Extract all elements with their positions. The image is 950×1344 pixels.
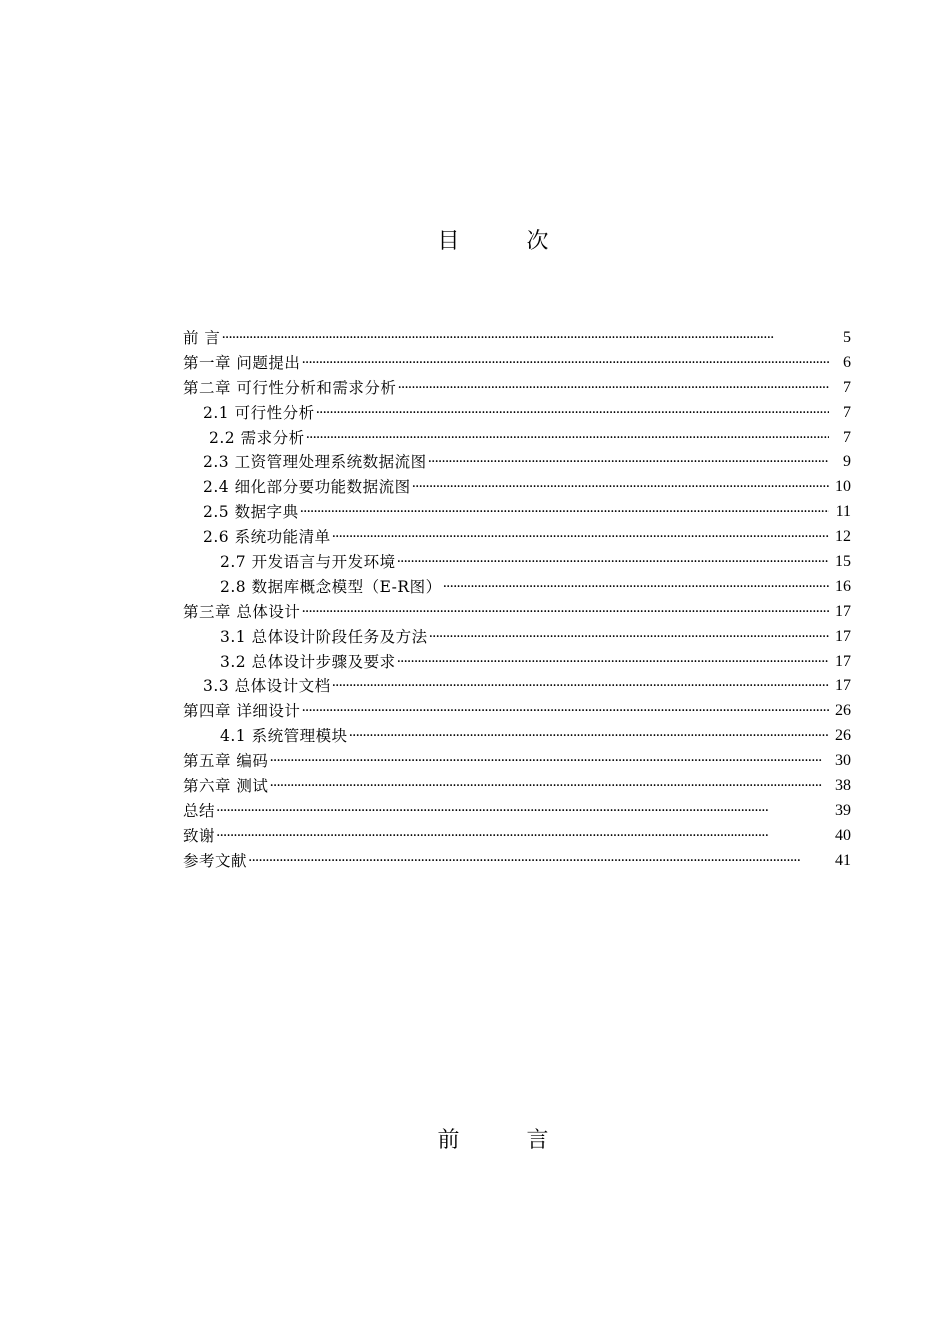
toc-entry-label: 第五章 编码 bbox=[183, 752, 269, 771]
toc-entry[interactable] bbox=[183, 650, 851, 675]
toc-entry-label: 2.3 工资管理处理系统数据流图 bbox=[203, 453, 427, 472]
toc-entry-label: 2.4 细化部分要功能数据流图 bbox=[203, 478, 411, 497]
toc-leader-dots bbox=[331, 525, 829, 550]
toc-leader-dots bbox=[247, 849, 829, 874]
toc-entry[interactable] bbox=[183, 475, 851, 500]
toc-leader-dots bbox=[299, 500, 829, 525]
toc-leader-dots bbox=[305, 426, 829, 451]
toc-entry-page: 30 bbox=[835, 752, 851, 770]
toc-entry[interactable] bbox=[183, 849, 851, 874]
toc-title: 目 次 bbox=[437, 229, 579, 254]
toc-entry-label: 第四章 详细设计 bbox=[183, 702, 301, 721]
toc-entry-label: 3.2 总体设计步骤及要求 bbox=[220, 652, 396, 671]
toc-leader-dots bbox=[331, 674, 829, 699]
toc-entry-page: 11 bbox=[835, 503, 851, 521]
toc-entry[interactable] bbox=[183, 401, 851, 426]
toc-leader-dots bbox=[396, 550, 829, 575]
toc-leader-dots bbox=[348, 724, 829, 749]
toc-entry-page: 39 bbox=[835, 801, 851, 819]
toc-leader-dots bbox=[215, 799, 829, 824]
preface-title: 前 言 bbox=[437, 1128, 579, 1153]
toc-entry-page: 9 bbox=[843, 453, 851, 471]
toc-entry-page: 15 bbox=[835, 553, 851, 571]
toc-leader-dots bbox=[396, 650, 829, 675]
toc-entry[interactable] bbox=[183, 550, 851, 575]
toc-leader-dots bbox=[300, 699, 829, 724]
toc-entry-page: 10 bbox=[835, 478, 851, 496]
toc-entry-page: 41 bbox=[835, 851, 851, 869]
toc-leader-dots bbox=[428, 625, 829, 650]
toc-entry-page: 40 bbox=[835, 826, 851, 844]
toc-entry[interactable] bbox=[183, 326, 851, 351]
toc-entry[interactable] bbox=[183, 699, 851, 724]
toc-entry[interactable] bbox=[183, 351, 851, 376]
toc-entry-label: 2.8 数据库概念模型（E-R图） bbox=[220, 577, 442, 596]
toc-entry-page: 26 bbox=[835, 727, 851, 745]
toc-entry-page: 5 bbox=[843, 329, 851, 346]
toc-entry[interactable] bbox=[183, 774, 851, 799]
toc-leader-dots bbox=[220, 326, 829, 351]
toc-entry-label: 2.5 数据字典 bbox=[203, 503, 299, 522]
toc-entry[interactable] bbox=[183, 824, 851, 849]
toc-entry-page: 17 bbox=[835, 602, 851, 620]
toc-entry-label: 前 言 bbox=[183, 329, 221, 347]
toc-entry-page: 16 bbox=[835, 577, 851, 595]
toc-leader-dots bbox=[442, 575, 829, 600]
toc-entry-label: 3.1 总体设计阶段任务及方法 bbox=[220, 627, 428, 646]
toc-entry-page: 12 bbox=[835, 528, 851, 546]
toc-entry-label: 第六章 测试 bbox=[183, 777, 269, 796]
toc-entry-label: 4.1 系统管理模块 bbox=[220, 727, 348, 746]
toc-entry-label: 2.7 开发语言与开发环境 bbox=[220, 553, 396, 572]
toc-leader-dots bbox=[315, 401, 829, 426]
toc-entry-page: 7 bbox=[843, 428, 851, 446]
toc-entry-page: 7 bbox=[843, 378, 851, 396]
toc-entry-page: 17 bbox=[835, 677, 851, 695]
toc-entry[interactable] bbox=[183, 600, 851, 625]
toc-entry-label: 总结 bbox=[183, 801, 216, 820]
toc-leader-dots bbox=[268, 774, 829, 799]
toc-entry-page: 17 bbox=[835, 627, 851, 645]
toc-entry[interactable] bbox=[183, 625, 851, 650]
toc-leader-dots bbox=[411, 475, 829, 500]
toc-entry-label: 致谢 bbox=[183, 826, 216, 845]
toc-entry[interactable] bbox=[183, 450, 851, 475]
toc-entry[interactable] bbox=[183, 799, 851, 824]
toc-entry[interactable] bbox=[183, 376, 851, 401]
toc-entry[interactable] bbox=[183, 426, 851, 451]
toc-leader-dots bbox=[268, 749, 829, 774]
toc-leader-dots bbox=[215, 824, 829, 849]
toc-leader-dots bbox=[427, 450, 829, 475]
toc-entry-label: 参考文献 bbox=[183, 851, 248, 870]
toc-entry[interactable] bbox=[183, 749, 851, 774]
toc-entry-label: 第三章 总体设计 bbox=[183, 602, 301, 621]
toc-entry[interactable] bbox=[183, 525, 851, 550]
toc-entry[interactable] bbox=[183, 674, 851, 699]
toc-entry-page: 26 bbox=[835, 702, 851, 720]
toc-entry[interactable] bbox=[183, 500, 851, 525]
toc-leader-dots bbox=[396, 376, 829, 401]
toc-entry-page: 38 bbox=[835, 777, 851, 795]
toc-entry-label: 2.1 可行性分析 bbox=[203, 403, 315, 422]
table-of-contents bbox=[183, 326, 851, 874]
toc-entry-page: 6 bbox=[843, 353, 851, 371]
toc-entry[interactable] bbox=[183, 724, 851, 749]
toc-leader-dots bbox=[300, 600, 829, 625]
toc-entry-label: 第二章 可行性分析和需求分析 bbox=[183, 378, 397, 397]
toc-entry-label: 3.3 总体设计文档 bbox=[203, 677, 331, 696]
toc-entry-label: 2.6 系统功能清单 bbox=[203, 528, 331, 547]
toc-entry-page: 7 bbox=[843, 403, 851, 421]
toc-entry[interactable] bbox=[183, 575, 851, 600]
toc-entry-page: 17 bbox=[835, 652, 851, 670]
toc-leader-dots bbox=[300, 351, 829, 376]
toc-entry-label: 第一章 问题提出 bbox=[183, 353, 301, 372]
toc-entry-label: 2.2 需求分析 bbox=[209, 428, 305, 447]
